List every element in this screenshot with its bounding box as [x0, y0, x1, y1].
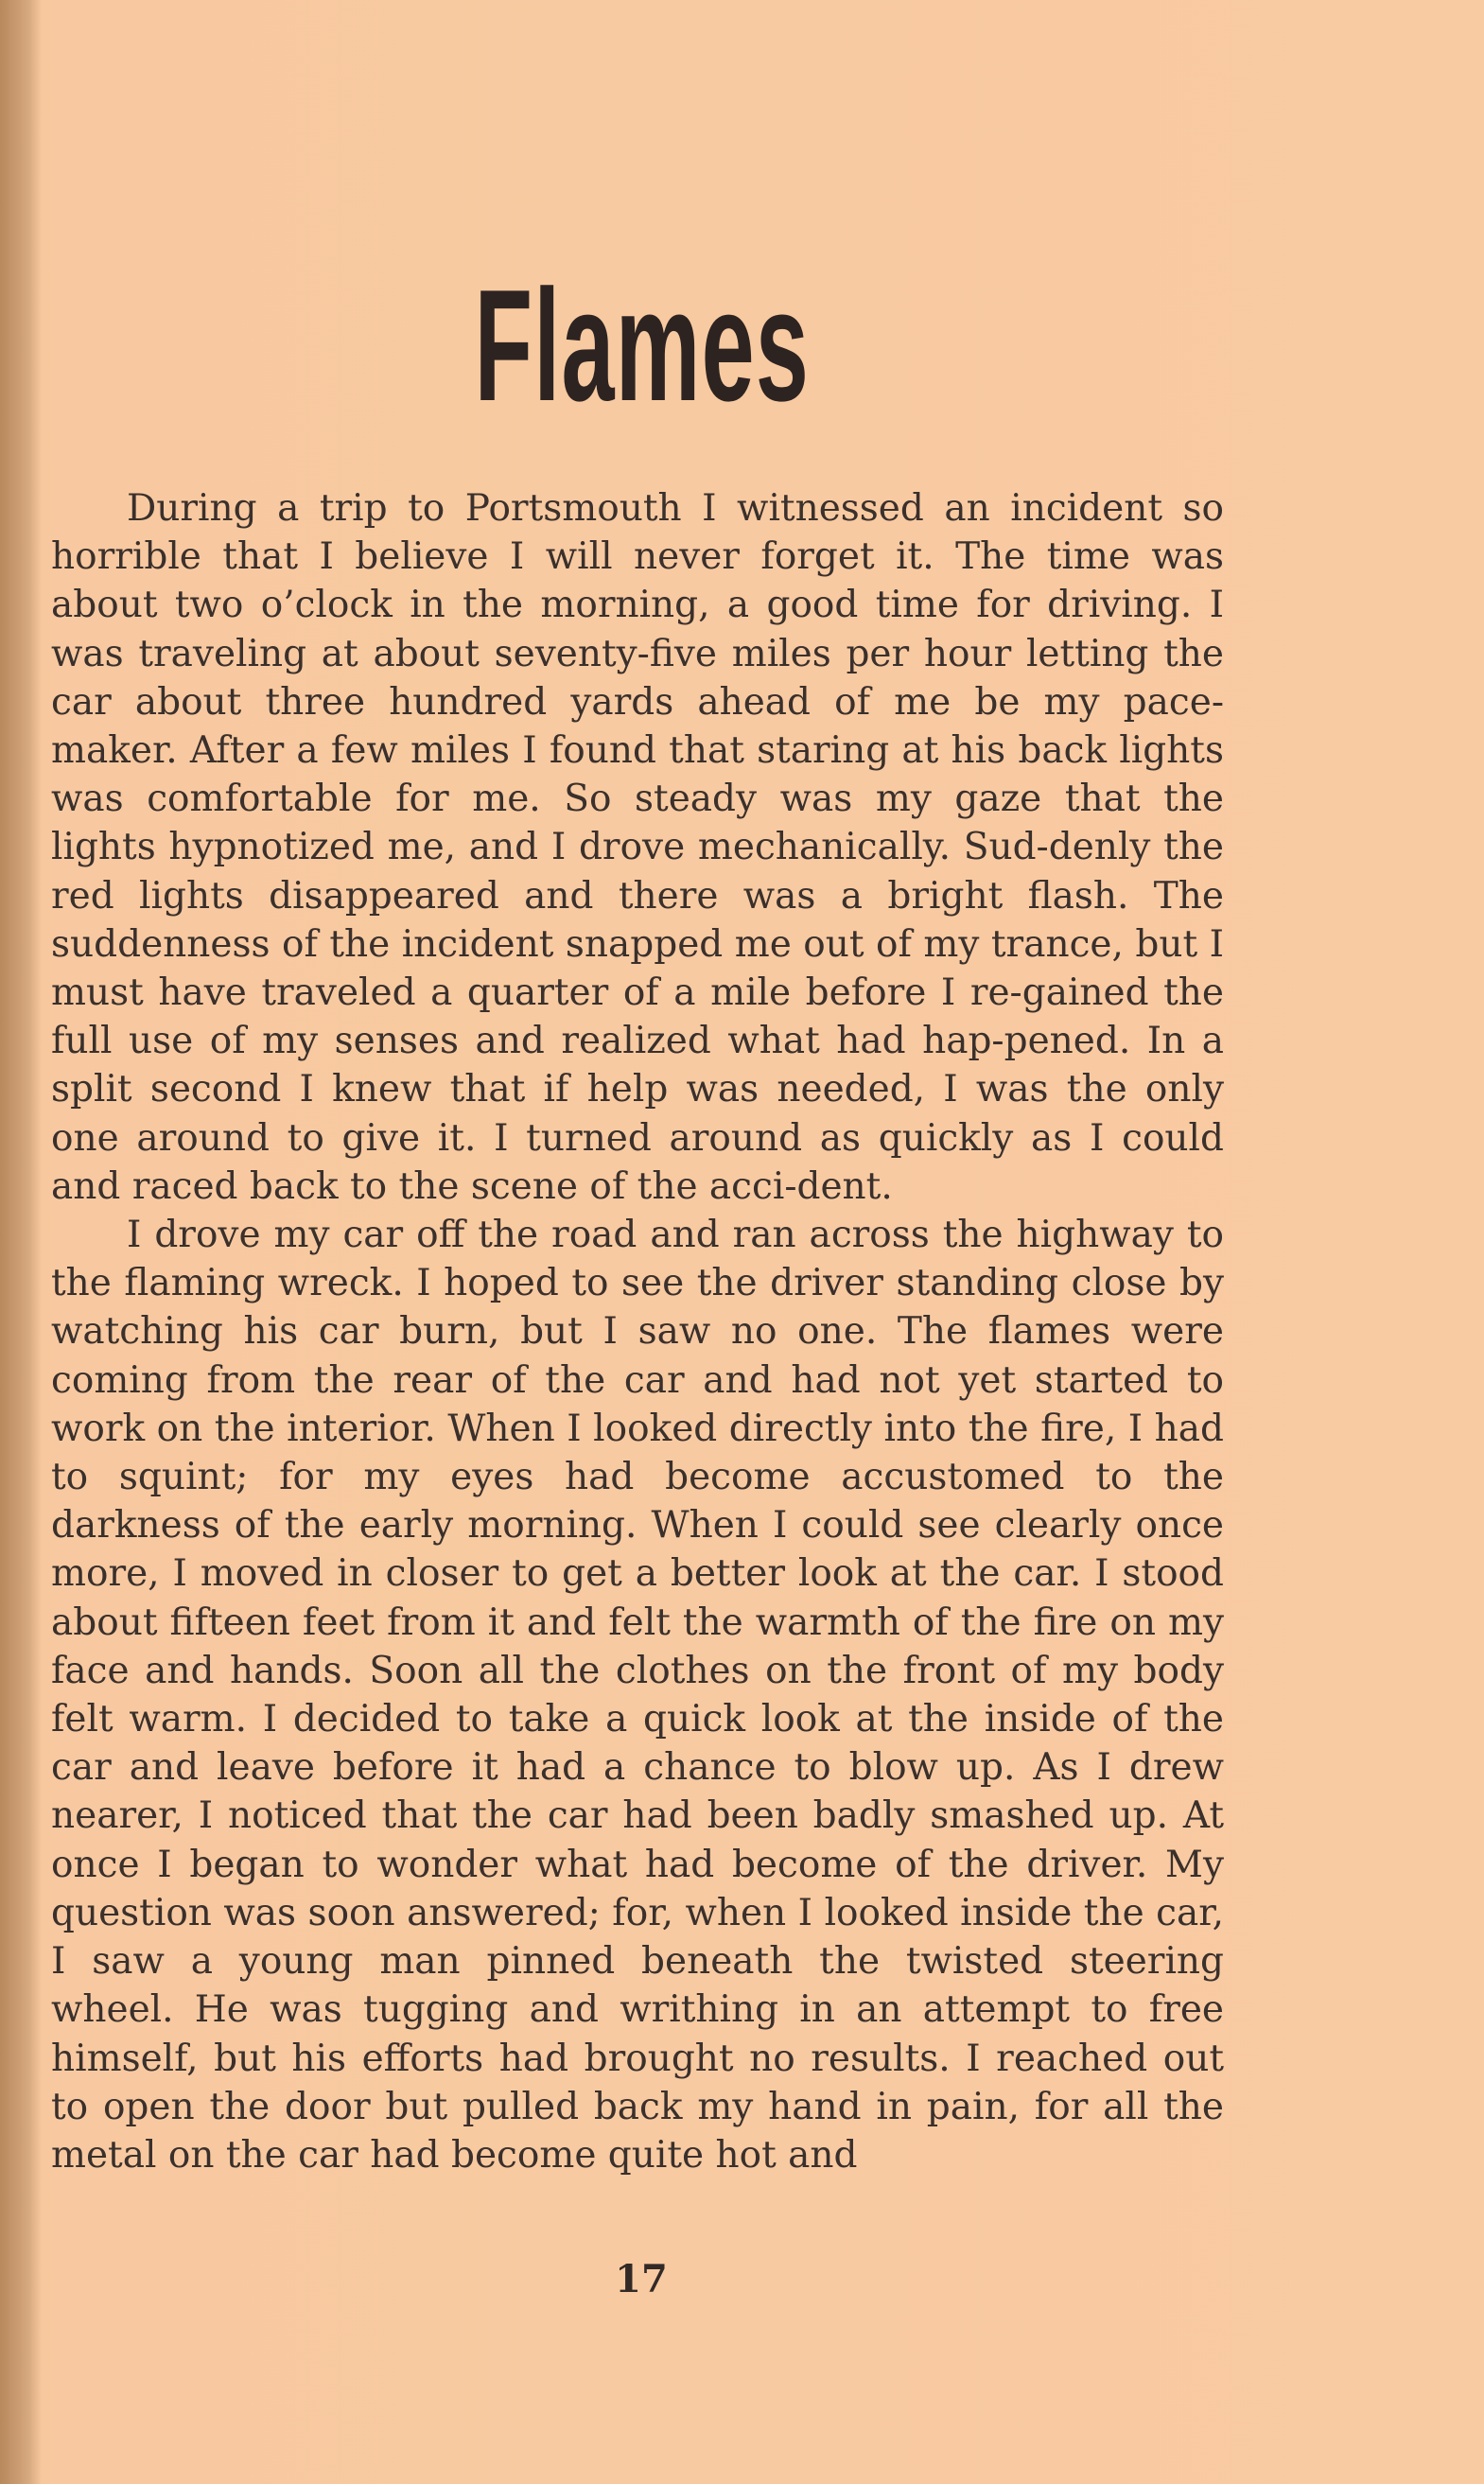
body-text — [51, 484, 1224, 2179]
chapter-title: Flames — [474, 256, 811, 434]
paragraph: I drove my car off the road and ran across the highway to the flaming wreck. I hoped to see the driver standing close by watching his car burn, but I saw no one. The flames were coming from the rear of the car and had not yet started to work on the interior. When I looked directly into the fire, I had to squint; for my eyes had become accustomed to the darkness of the early morning. When I could see clearly once more, I moved in closer to get a better look at the car. I stood about fifteen feet from it and felt the warmth of the fire on my face and hands. Soon all the clothes on the front of my body felt warm. I decided to take a quick look at the inside of the car and leave before it had a chance to blow up. As I drew nearer, I noticed that the car had been badly smashed up. At once I began to wonder what had become of the driver. My question was soon answered; for, when I looked inside the car, I saw a young man pinned beneath the twisted steering wheel. He was tugging and writhing in an attempt to free himself, but his efforts had brought no results. I reached out to open the door but pulled back my hand in pain, for all the metal on the car had become quite hot and — [51, 1214, 1224, 2177]
paragraph: During a trip to Portsmouth I witnessed an incident so horrible that I believe I will never forget it. The time was about two o’clock in the morning, a good time for driving. I was traveling at about seventy-five miles per hour letting the car about three hundred yards ahead of me be my pace-maker. After a few miles I found that staring at his back lights was comfortable for me. So steady was my gaze that the lights hypnotized me, and I drove mechanically. Sud-denly the red lights disappeared and there was a bright flash. The suddenness of the incident snapped me out of my trance, but I must have traveled a quarter of a mile before I re-gained the full use of my senses and realized what had hap-pened. In a split second I knew that if help was needed, I was the only one around to give it. I turned around as quickly as I could and raced back to the scene of the acci-dent. — [51, 487, 1224, 1208]
page-number: 17 — [615, 2257, 668, 2301]
book-binding-edge — [0, 0, 42, 2484]
